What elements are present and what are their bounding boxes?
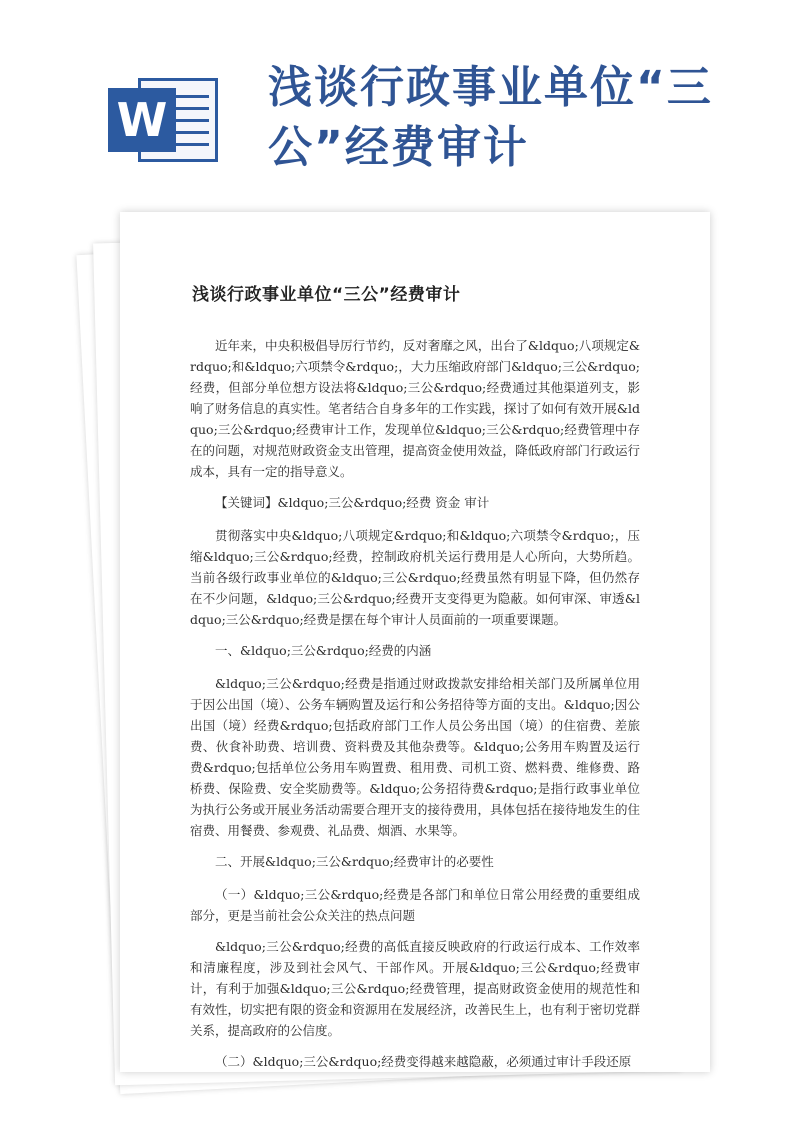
paragraph-definition: &ldquo;三公&rdquo;经费是指通过财政拨款安排给相关部门及所属单位用于因公出国（境）、公务车辆购置及运行和公务招待等方面的支出。&ldquo;因公出国（境）经费&rdquo;包括政府部门工作人员公务出国（境）的住宿费、差旅费、伙食补助费、培训费、资料费及其他杂费等。&ldquo;公务用车购置及运行费&rdquo;包括单位公务用车购置费、租用费、司机工资、燃料费、维修费、路桥费、保险费、安全奖励费等。&ldquo;公务招待费&rdquo;是指行政事业单位为执行公务或开展业务活动需要合理开支的接待费用，具体包括在接待地发生的住宿费、用餐费、参观费、礼品费、烟酒、水果等。 bbox=[190, 676, 641, 838]
paragraph-intro: 近年来，中央积极倡导厉行节约，反对奢靡之风，出台了&ldquo;八项规定&rdquo;和&ldquo;六项禁令&rdquo;，大力压缩政府部门&ldquo;三公&rdquo;经费，但部分单位想方设法将&ldquo;三公&rdquo;经费通过其他渠道列支，影响了财务信息的真实性。笔者结合自身多年的工作实践，探讨了如何有效开展&ldquo;三公&rdquo;经费审计工作，发现单位&ldquo;三公&rdquo;经费管理中存在的问题，对规范财政资金支出管理，提高资金使用效益，降低政府部门行政运行成本，具有一定的指导意义。 bbox=[190, 338, 641, 479]
document-content bbox=[190, 280, 640, 1082]
subsection-2: （二）&ldquo;三公&rdquo;经费变得越来越隐蔽，必须通过审计手段还原 bbox=[215, 1054, 632, 1069]
word-document-icon bbox=[108, 68, 218, 172]
keywords-line: 【关键词】&ldquo;三公&rdquo;经费 资金 审计 bbox=[215, 495, 490, 510]
document-title: 浅谈行政事业单位“三公”经费审计 bbox=[192, 285, 461, 305]
section-heading-2: 二、开展&ldquo;三公&rdquo;经费审计的必要性 bbox=[215, 854, 494, 869]
word-letter-badge: W bbox=[108, 88, 176, 152]
paragraph-background: 贯彻落实中央&ldquo;八项规定&rdquo;和&ldquo;六项禁令&rdquo;，压缩&ldquo;三公&rdquo;经费，控制政府机关运行费用是人心所向，大势所趋。当前各级行政事业单位的&ldquo;三公&rdquo;经费虽然有明显下降，但仍然存在不少问题，&ldquo;三公&rdquo;经费开支变得更为隐蔽。如何审深、审透&ldquo;三公&rdquo;经费是摆在每个审计人员面前的一项重要课题。 bbox=[190, 528, 640, 627]
page-title: 浅谈行政事业单位“三公”经费审计 bbox=[268, 62, 713, 173]
subsection-1: （一）&ldquo;三公&rdquo;经费是各部门和单位日常公用经费的重要组成部分，更是当前社会公众关注的热点问题 bbox=[190, 887, 640, 923]
section-heading-1: 一、&ldquo;三公&rdquo;经费的内涵 bbox=[215, 643, 432, 658]
paragraph-necessity: &ldquo;三公&rdquo;经费的高低直接反映政府的行政运行成本、工作效率和清廉程度，涉及到社会风气、干部作风。开展&ldquo;三公&rdquo;经费审计，有利于加强&ldquo;三公&rdquo;经费管理，提高财政资金使用的规范性和有效性，切实把有限的资金和资源用在发展经济，改善民生上，也有利于密切党群关系，提高政府的公信度。 bbox=[190, 939, 641, 1038]
